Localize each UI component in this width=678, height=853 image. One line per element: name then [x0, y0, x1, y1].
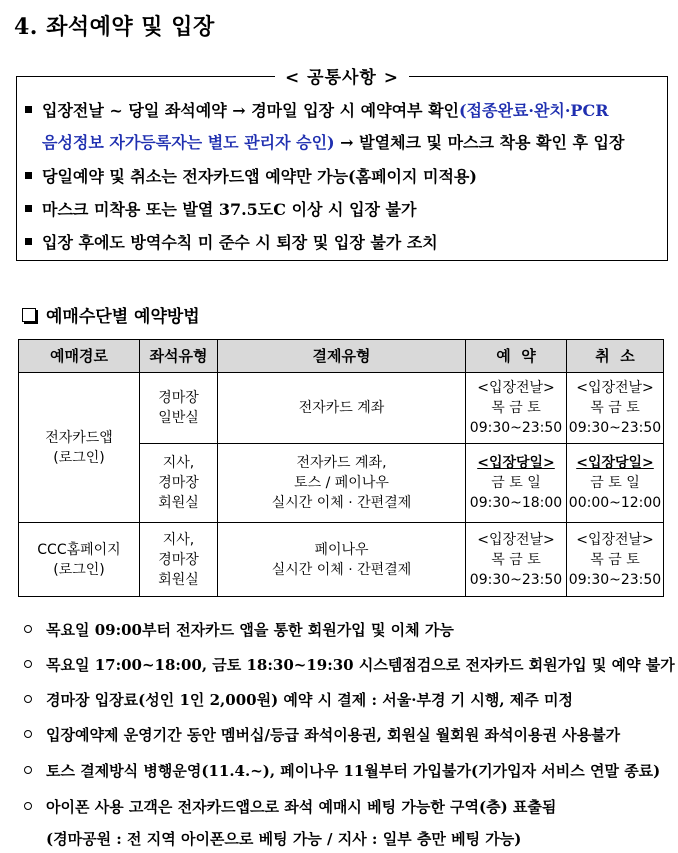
list-item — [24, 689, 573, 710]
channel-cell — [19, 373, 140, 523]
seat-line: 경마장 — [158, 551, 199, 568]
cancel-cell — [567, 373, 664, 444]
notice-item — [25, 233, 438, 253]
notice-item — [25, 200, 416, 220]
channel-name: 전자카드앱 — [45, 429, 113, 446]
list-item — [24, 760, 660, 781]
cancel-cell — [567, 444, 664, 523]
notice-item-text: → 발열체크 및 마스크 착용 확인 후 입장 — [334, 133, 625, 152]
payment-cell — [218, 523, 466, 597]
circle-bullet-icon — [24, 695, 32, 703]
reservation-method-table — [18, 339, 664, 597]
header-cancel: 취 소 — [567, 340, 664, 373]
notice-item-highlight: 음성정보 자가등록자는 별도 관리자 승인) — [42, 133, 335, 152]
seat-line: 지사, — [162, 531, 195, 548]
header-seat-type: 좌석유형 — [140, 340, 218, 373]
notice-item-text: 입장 후에도 방역수칙 미 준수 시 퇴장 및 입장 불가 조치 — [42, 233, 438, 252]
notice-heading: < 공통사항 > — [275, 68, 409, 88]
list-item — [24, 724, 620, 745]
reserve-time: 09:30~23:50 — [469, 420, 563, 436]
table-row — [19, 523, 664, 597]
reserve-label: <입장전날> — [477, 531, 555, 548]
seat-cell — [140, 444, 218, 523]
list-item-note: (경마공원 : 전 지역 아이폰으로 베팅 가능 / 지사 : 일부 층만 베팅 가능) — [46, 830, 522, 848]
header-channel: 예매경로 — [19, 340, 140, 373]
reserve-cell — [466, 444, 567, 523]
payment-line: 전자카드 계좌, — [296, 455, 387, 471]
reserve-days: 목 금 토 — [491, 400, 541, 416]
payment-line: 실시간 이체 · 간편결제 — [271, 495, 412, 511]
table-header-row — [19, 340, 664, 373]
seat-line: 일반실 — [158, 410, 199, 426]
list-item-text: 토스 결제방식 병행운영(11.4.~), 페이나우 11월부터 가입불가(기가입자 서비스 연말 종료) — [46, 762, 661, 780]
list-item-text: 목요일 17:00~18:00, 금토 18:30~19:30 시스템점검으로 전자카드 회원가입 및 예약 불가 — [46, 656, 675, 674]
payment-line: 전자카드 계좌 — [298, 400, 385, 416]
reserve-cell — [466, 523, 567, 597]
notice-item-continuation — [42, 133, 624, 153]
reserve-time: 09:30~18:00 — [469, 495, 563, 511]
section-title — [22, 302, 200, 327]
table-row — [19, 373, 664, 444]
square-bullet-icon — [25, 106, 32, 113]
cancel-time: 09:30~23:50 — [568, 571, 662, 588]
notice-item — [25, 167, 477, 187]
notice-item-text: 입장전날 ~ 당일 좌석예약 → 경마일 입장 시 예약여부 확인 — [42, 101, 459, 120]
header-payment-type: 결제유형 — [218, 340, 466, 373]
payment-line: 실시간 이체 · 간편결제 — [271, 561, 412, 578]
notice-item-text: 마스크 미착용 또는 발열 37.5도C 이상 시 입장 불가 — [42, 200, 417, 219]
seat-cell — [140, 373, 218, 444]
cancel-cell — [567, 523, 664, 597]
header-reserve: 예 약 — [466, 340, 567, 373]
seat-line: 경마장 — [158, 475, 199, 491]
reserve-cell — [466, 373, 567, 444]
circle-bullet-icon — [24, 730, 32, 738]
cancel-label: <입장전날> — [576, 380, 654, 396]
reserve-time: 09:30~23:50 — [469, 571, 563, 588]
list-item — [24, 796, 556, 817]
seat-line: 지사, — [162, 455, 195, 471]
channel-login: (로그인) — [53, 561, 105, 578]
seat-line: 경마장 — [158, 390, 199, 406]
channel-cell — [19, 523, 140, 597]
circle-bullet-icon — [24, 625, 32, 633]
reserve-days: 목 금 토 — [491, 551, 541, 568]
page-title: 4. 좌석예약 및 입장 — [14, 14, 215, 40]
list-item-text: 입장예약제 운영기간 동안 멤버십/등급 좌석이용권, 회원실 월회원 좌석이용권 사용불가 — [46, 726, 621, 744]
payment-line: 토스 / 페이나우 — [294, 475, 389, 491]
cancel-days: 목 금 토 — [590, 551, 640, 568]
square-bullet-icon — [25, 238, 32, 245]
channel-login: (로그인) — [53, 449, 105, 466]
reserve-days: 금 토 일 — [491, 475, 541, 491]
seat-cell — [140, 523, 218, 597]
cancel-label: <입장당일> — [576, 455, 654, 471]
payment-line: 페이나우 — [314, 541, 369, 558]
cancel-time: 00:00~12:00 — [568, 495, 662, 511]
cancel-days: 목 금 토 — [590, 400, 640, 416]
seat-line: 회원실 — [158, 495, 199, 511]
list-item — [24, 619, 454, 640]
payment-cell — [218, 373, 466, 444]
payment-cell — [218, 444, 466, 523]
notice-item-text: 당일예약 및 취소는 전자카드앱 예약만 가능(홈페이지 미적용) — [42, 167, 477, 186]
reserve-label: <입장전날> — [477, 380, 555, 396]
list-item-text: 목요일 09:00부터 전자카드 앱을 통한 회원가입 및 이체 가능 — [46, 621, 454, 639]
list-item-text: 아이폰 사용 고객은 전자카드앱으로 좌석 예매시 베팅 가능한 구역(층) 표출됨 — [46, 798, 557, 816]
circle-bullet-icon — [24, 802, 32, 810]
checkbox-square-icon — [22, 308, 36, 322]
notice-item — [25, 101, 609, 121]
notice-heading-wrap — [17, 63, 667, 88]
cancel-time: 09:30~23:50 — [568, 420, 662, 436]
circle-bullet-icon — [24, 660, 32, 668]
common-notice-box — [16, 68, 668, 261]
square-bullet-icon — [25, 205, 32, 212]
reserve-label: <입장당일> — [477, 455, 555, 471]
square-bullet-icon — [25, 172, 32, 179]
notice-item-highlight: (접종완료·완치·PCR — [458, 101, 609, 120]
cancel-days: 금 토 일 — [590, 475, 640, 491]
section-title-text: 예매수단별 예약방법 — [46, 307, 200, 327]
seat-line: 회원실 — [158, 571, 199, 588]
list-item — [24, 654, 675, 675]
circle-bullet-icon — [24, 766, 32, 774]
cancel-label: <입장전날> — [576, 531, 654, 548]
list-item-text: 경마장 입장료(성인 1인 2,000원) 예약 시 결제 : 서울·부경 기 시행, 제주 미정 — [46, 691, 573, 709]
channel-name: CCC홈페이지 — [37, 541, 121, 558]
